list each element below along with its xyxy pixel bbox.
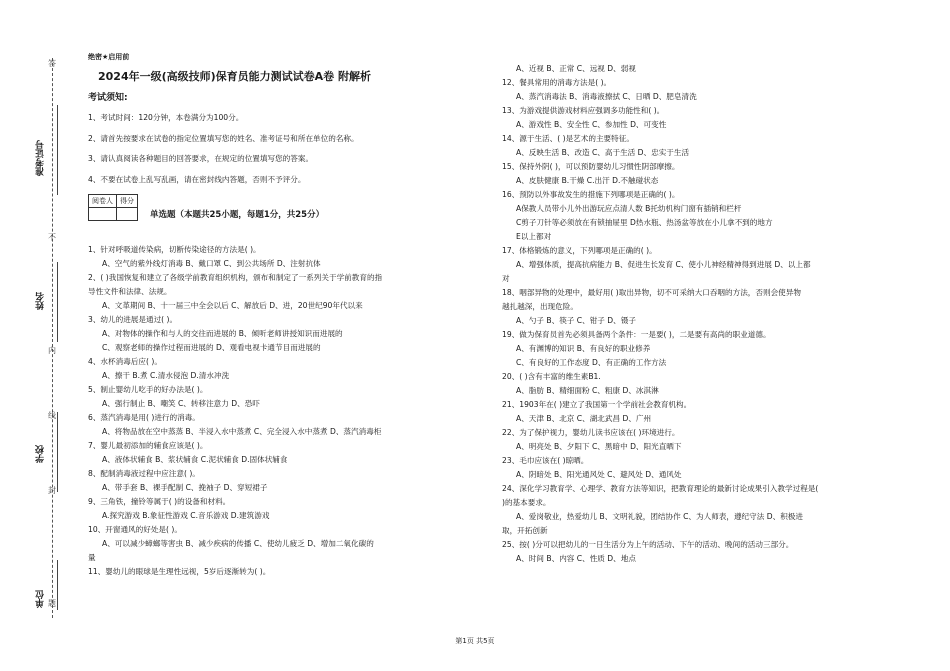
option-line: A、将物品放在空中蒸蒸 B、半浸入水中蒸煮 C、完全浸入水中蒸煮 D、蒸汽消毒柜 [102,427,382,436]
option-line: A.探究游戏 B.象征性游戏 C.音乐游戏 D.建筑游戏 [102,511,270,520]
option-line: 取，开拓创新 [502,526,548,535]
seal-char: 不 [48,233,56,242]
question-line: 1、针对呼吸道传染病，切断传染途径的方法是( )。 [88,245,261,254]
question-line: 15、保持外阴( )，可以预防婴幼儿习惯性阴部摩擦。 [502,162,680,171]
question-line: 23、毛巾应该在( )晾晒。 [502,456,589,465]
option-line: A、液体状辅食 B、浆状辅食 C.泥状辅食 D.固体状辅食 [102,455,288,464]
option-line: C、有良好的工作态度 D、有正确的工作方法 [516,358,667,367]
school-blank[interactable] [57,412,58,492]
notice-item: 2、请首先按要求在试卷的指定位置填写您的姓名、准考证号和所在单位的名称。 [88,133,359,143]
question-line: 21、1903年在( )建立了我国第一个学前社会教育机构。 [502,400,692,409]
question-line: 6、蒸汽消毒是用( )进行的消毒。 [88,413,200,422]
section-title: 单选题（本题共25小题，每题1分，共25分） [150,210,325,220]
question-line: 22、为了保护视力，婴幼儿读书应该在( )环境进行。 [502,428,680,437]
question-line: )的基本要求。 [502,498,551,507]
notice-heading: 考试须知: [88,93,128,103]
option-line: A、增强体质，提高抗病能力 B、促进生长发育 C、使小儿神经精神得到进展 D、以上都 [516,260,811,269]
question-line: 16、预防以外事故发生的措施下列哪项是正确的( )。 [502,190,680,199]
exam-title: 2024年一级(高级技师)保育员能力测试试卷A卷 附解析 [98,70,372,83]
question-line: 越扎越深，出现危险。 [502,302,578,311]
seal-char: 答 [48,59,56,68]
question-line: 11、婴幼儿的眼球是生理性远视，5岁后逐渐转为( )。 [88,567,271,576]
question-line: 13、为游戏提供游戏材料应强调多功能性和( )。 [502,106,665,115]
option-line: A、带手套 B、裸手配制 C、挽袖子 D、穿短裙子 [102,483,268,492]
unit-label: 单位 [36,590,46,608]
option-line: C、观察老师的操作过程而进展的 D、观看电视卡通节目而进展的 [102,343,321,352]
option-line: 对 [502,274,510,283]
question-line: 19、做为保育员首先必须具备两个条件：一是要( )，二是要有高尚的职业道德。 [502,330,771,339]
name-blank[interactable] [57,262,58,342]
confidential-mark: 绝密★启用前 [88,53,130,61]
option-line: A、天津 B、北京 C、湖北武昌 D、广州 [516,414,652,423]
score-blank[interactable] [117,208,138,221]
option-line: A、擦干 B.煮 C.清水侵泡 D.清水冲洗 [102,371,230,380]
grader-cell: 阅卷人 [89,195,117,208]
option-line: A、文革期间 B、十一届三中全会以后 C、解放后 D、进，20世纪90年代以来 [102,301,363,310]
option-line: A、对物体的操作和与人的交往而进展的 B、倾听老师讲授知识而进展的 [102,329,343,338]
page-number: 第1页 共5页 [455,637,495,645]
question-line: 17、体格锻炼的意义，下列哪项是正确的( )。 [502,246,657,255]
score-cell: 得分 [117,195,138,208]
option-line: 量 [88,553,96,562]
option-line: A、明亮处 B、夕阳下 C、黑暗中 D、阳光直晒下 [516,442,682,451]
seal-char: 线 [48,411,56,420]
unit-blank[interactable] [57,560,58,610]
seal-char: 内 [48,346,56,355]
option-line: A、有渊博的知识 B、有良好的职业修养 [516,344,651,353]
seal-char: 封 [48,486,56,495]
notice-item: 1、考试时间：120分钟，本卷满分为100分。 [88,113,244,122]
admission-number-label: 准考证号 [36,140,46,176]
left-column [88,52,488,579]
question-line: 9、三角铁，撞铃等属于( )的设备和材料。 [88,497,231,506]
notice-item: 4、不要在试卷上乱写乱画，请在密封线内答题，否则不予评分。 [88,174,306,184]
question-line: 25、按( )分可以把幼儿的一日生活分为上午的活动、下午的活动、晚间的活动三部分。 [502,540,794,549]
option-line: E以上都对 [516,232,552,241]
question-line: 24、深化学习教育学、心理学、教育方法等知识，把教育理论的最新讨论成果引入教学过程是( [502,484,819,493]
seal-margin [0,0,72,671]
question-line: 8、配制消毒液过程中应注意( )。 [88,469,200,478]
seal-char: 题 [48,599,56,608]
section-header [88,190,488,221]
option-line: A、蒸汽消毒法 B、消毒液擦拭 C、日晒 D、肥皂清洗 [516,92,697,101]
question-line: 4、水杯消毒后应( )。 [88,357,162,366]
option-line: A、反映生活 B、改造 C、高于生活 D、忠实于生活 [516,148,690,157]
grader-blank[interactable] [89,208,117,221]
question-line: 7、婴儿最初添加的辅食应该是( )。 [88,441,208,450]
option-line: A、空气的紫外线灯消毒 B、戴口罩 C、到公共场所 D、注射抗体 [102,259,321,268]
option-line: A、时间 B、内容 C、性质 D、地点 [516,554,636,563]
option-line: A、游戏性 B、安全性 C、参加性 D、可变性 [516,120,667,129]
notice-item: 3、请认真阅读各种题目的回答要求，在规定的位置填写您的答案。 [88,154,314,163]
question-line: 14、源于生活、( )是艺术的主要特征。 [502,134,634,143]
option-line: A、阴暗处 B、阳光通风处 C、避风处 D、通风处 [516,470,682,479]
option-line: A、勺子 B、筷子 C、钳子 D、镊子 [516,316,636,325]
question-line: 12、餐具常用的消毒方法是( )。 [502,78,612,87]
option-line: A、脂肪 B、精细面粉 C、粗康 D、冰淇淋 [516,386,659,395]
right-column [502,62,917,566]
name-label: 姓名 [36,292,46,310]
seal-dashed-line [52,58,53,618]
question-line: 2、( )我国恢复和建立了各级学前教育组织机构，颁布和制定了一系列关于学前教育的指 [88,273,383,282]
question-line: 18、咽部异物的处理中，最好用( )取出异物，切不可采纳大口吞咽的方法，否则会使异物 [502,288,801,297]
school-label: 学校 [36,445,46,463]
option-line: A、爱岗敬业，热爱幼儿 B、文明礼貌，团结协作 C、为人师表，遵纪守法 D、积极进 [516,512,803,521]
admission-number-blank[interactable] [57,105,58,195]
option-line: A、近视 B、正常 C、远视 D、弱视 [516,64,636,73]
question-line: 导性文件和法律、法规。 [88,287,172,296]
option-line: A、可以减少蟑螂等害虫 B、减少疾病的传播 C、使幼儿疲乏 D、增加二氧化碳的 [102,539,374,548]
question-line: 5、制止婴幼儿吃手的好办法是( )。 [88,385,208,394]
question-list-left [88,243,488,579]
question-line: 3、幼儿的进展是通过( )。 [88,315,178,324]
question-line: 20、( )含有丰富的维生素B1. [502,372,601,381]
question-line: 10、开窗通风的好处是( )。 [88,525,182,534]
option-line: A保教人员带小儿外出游玩应点清人数 B托幼机构门窗有插销和栏杆 [516,204,742,213]
option-line: A、皮肤健康 B.干燥 C.出汗 D.不触碰状态 [516,176,659,185]
score-table [88,194,138,221]
option-line: C剪子刀针等必须放在有锁抽屉里 D热水瓶、热汤盆等放在小儿拿不到的地方 [516,218,773,227]
option-line: A、强行制止 B、嘲笑 C、转移注意力 D、恐吓 [102,399,260,408]
